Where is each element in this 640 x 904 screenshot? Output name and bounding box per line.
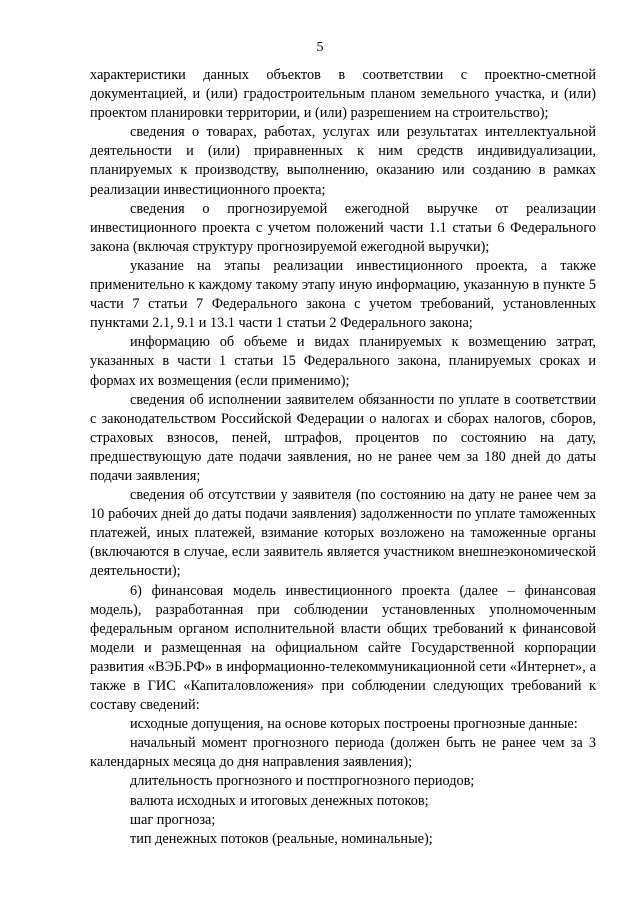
paragraph-forecast-duration: длительность прогнозного и постпрогнозного периодов; xyxy=(130,773,475,790)
paragraph-project-stages: указание на этапы реализации инвестиционного проекта, а также применительно к каждому такому этапу иную информацию, указанную в пункте 5 части 7 статьи 7 Федерального закона с учетом требований, установленных пунктами 2.1, 9.1 и 13.1 части 1 статьи 2 Федерального закона; xyxy=(90,257,596,332)
paragraph-cash-flow-currency: валюта исходных и итоговых денежных потоков; xyxy=(130,792,429,809)
page-number: 5 xyxy=(316,40,324,55)
paragraph-customs-debt: сведения об отсутствии у заявителя (по состоянию на дату не ранее чем за 10 рабочих дней до даты подачи заявления) задолженности по уплате таможенных платежей, иных платежей, взимание которых возложено на таможенные органы (включаются в случае, если заявитель является участником внешнеэкономической деятельности); xyxy=(90,487,596,580)
paragraph-tax-obligations: сведения об исполнении заявителем обязанности по уплате в соответствии с законодательством Российской Федерации о налогах и сборах налогов, сборов, страховых взносов, пеней, штрафов, процентов по состоянию на дату, предшествующую дате подачи заявления, но не ранее чем за 180 дней до даты подачи заявления; xyxy=(90,391,596,484)
paragraph-reimbursable-costs: информацию об объеме и видах планируемых к возмещению затрат, указанных в части 1 статьи 15 Федерального закона, планируемых сроках и формах их возмещения (если применимо); xyxy=(90,334,596,389)
paragraph-financial-model: 6) финансовая модель инвестиционного проекта (далее – финансовая модель), разработанная при соблюдении установленных уполномоченным федеральным органом исполнительной власти общих требований к финансовой модели и размещенная на официальном сайте Государственной корпорации развития «ВЭБ.РФ» в информационно-телекоммуникационной сети «Интернет», а также в ГИС «Капиталовложения» при соблюдении следующих требований к составу сведений: xyxy=(90,582,596,714)
paragraph-forecast-revenue: сведения о прогнозируемой ежегодной выручке от реализации инвестиционного проекта с учетом положений части 1.1 статьи 6 Федерального закона (включая структуру прогнозируемой ежегодной выручки); xyxy=(90,200,596,255)
paragraph-forecast-start: начальный момент прогнозного периода (должен быть не ранее чем за 3 календарных месяца до дня направления заявления); xyxy=(90,735,596,771)
paragraph-object-characteristics: характеристики данных объектов в соответствии с проектно-сметной документацией, и (или) градостроительным планом земельного участка, и (или) проектом планировки территории, и (или) разрешением на строительство); xyxy=(90,67,596,122)
paragraph-cash-flow-type: тип денежных потоков (реальные, номинальные); xyxy=(130,830,433,847)
paragraph-initial-assumptions: исходные допущения, на основе которых построены прогнозные данные: xyxy=(130,716,578,733)
paragraph-goods-and-services: сведения о товарах, работах, услугах или результатах интеллектуальной деятельности и (или) приравненных к ним средств индивидуализации, планируемых к производству, выполнению, оказанию или созданию в рамках реализации инвестиционного проекта; xyxy=(90,124,596,198)
paragraph-forecast-step: шаг прогноза; xyxy=(130,811,216,828)
document-body xyxy=(90,66,596,849)
